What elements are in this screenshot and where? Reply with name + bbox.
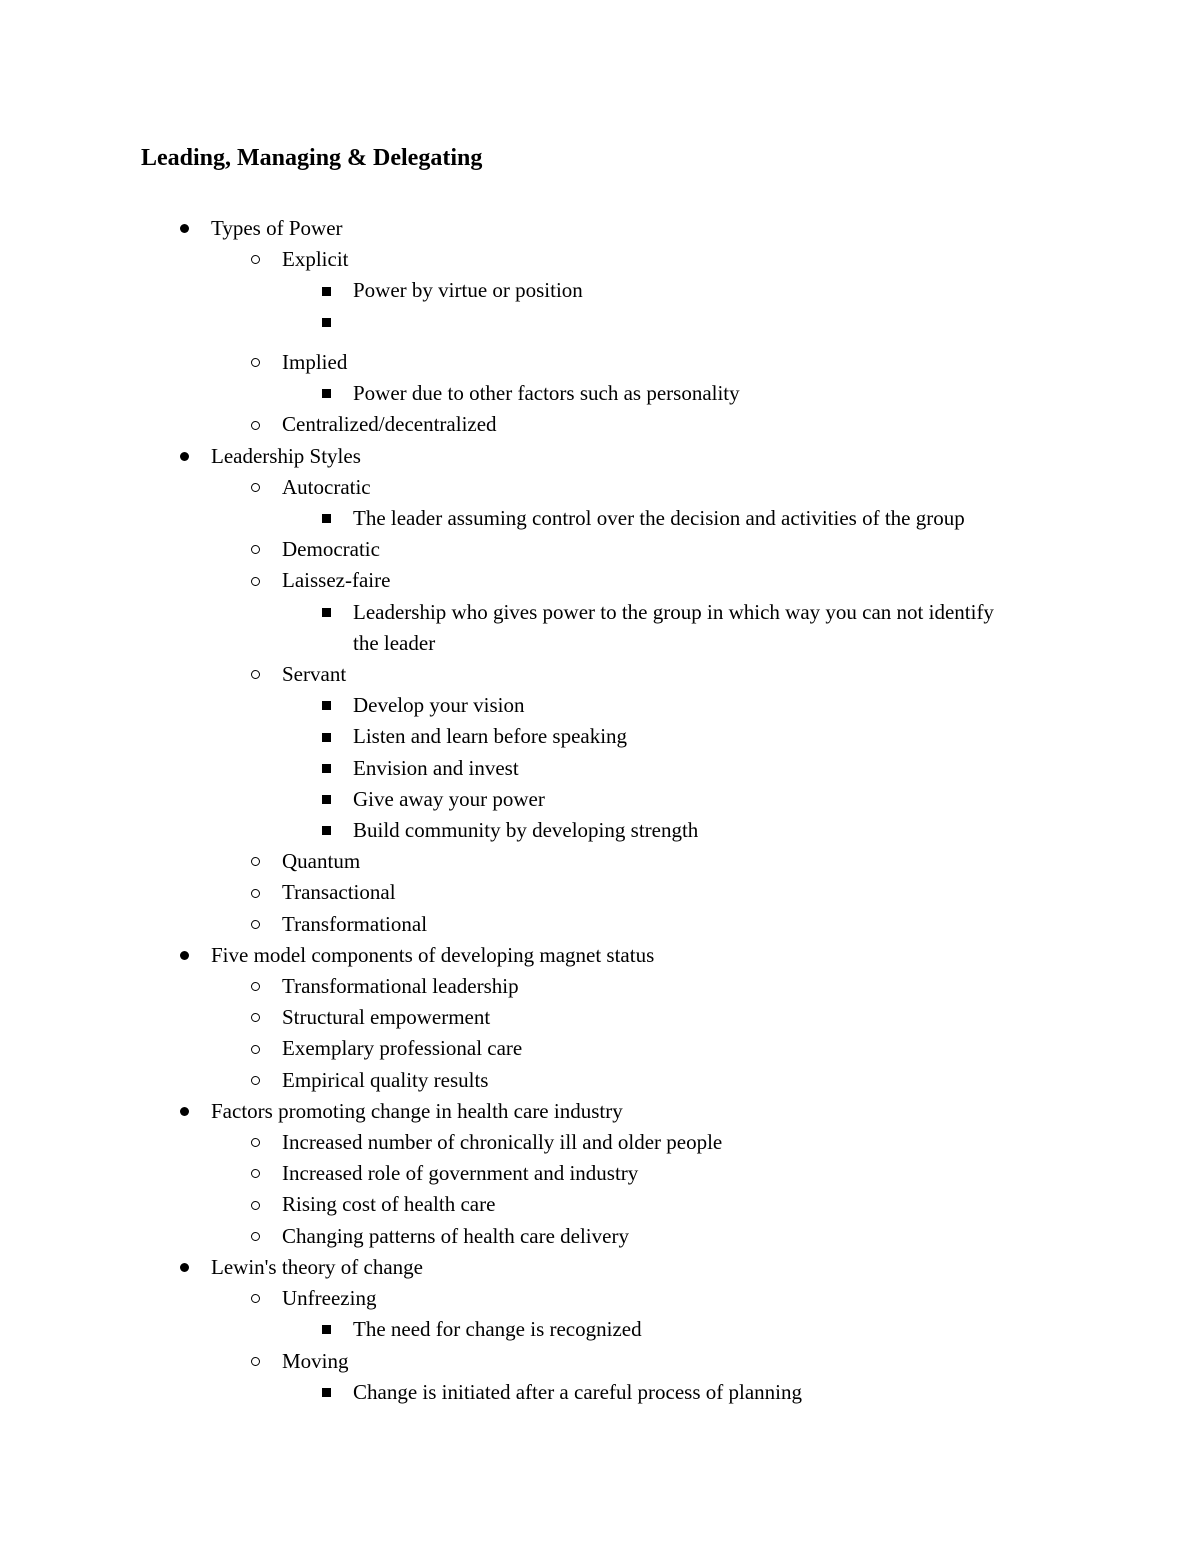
bullet-circle-icon xyxy=(248,1033,262,1064)
bullet-circle-icon xyxy=(248,1221,262,1252)
outline-item-level-2 xyxy=(0,1033,1200,1064)
outline-item-level-3 xyxy=(0,784,1200,815)
bullet-circle-icon xyxy=(248,1283,262,1314)
outline-item-text: Power due to other factors such as personality xyxy=(353,381,740,406)
outline-item-text: Develop your vision xyxy=(353,693,525,718)
outline-item-level-2 xyxy=(0,1189,1200,1220)
bullet-circle-icon xyxy=(248,409,262,440)
outline-item-level-2 xyxy=(0,565,1200,596)
outline-item-text: The need for change is recognized xyxy=(353,1317,642,1342)
outline-item-level-2 xyxy=(0,1127,1200,1158)
outline-item-level-2 xyxy=(0,877,1200,908)
bullet-dot-icon xyxy=(177,213,191,244)
outline-item-level-2 xyxy=(0,472,1200,503)
outline-item-level-3 xyxy=(0,597,1013,659)
outline-item-text: Factors promoting change in health care industry xyxy=(211,1098,623,1123)
outline-item-text: Moving xyxy=(282,1348,349,1373)
bullet-dot-icon xyxy=(177,1252,191,1283)
outline-list xyxy=(0,213,1200,1408)
outline-item-level-3 xyxy=(0,307,1200,347)
outline-item-level-1 xyxy=(0,213,1200,244)
outline-item-text: Lewin's theory of change xyxy=(211,1254,423,1279)
outline-item-text: Rising cost of health care xyxy=(282,1192,496,1217)
outline-item-text: Types of Power xyxy=(211,216,343,240)
bullet-circle-icon xyxy=(248,1002,262,1033)
outline-item-level-1 xyxy=(0,441,1200,472)
bullet-dot-icon xyxy=(177,441,191,472)
bullet-dot-icon xyxy=(177,940,191,971)
outline-item-text: Transformational xyxy=(282,911,428,936)
outline-item-level-2 xyxy=(0,846,1200,877)
outline-item-text: Explicit xyxy=(282,247,349,272)
bullet-circle-icon xyxy=(248,1346,262,1377)
bullet-circle-icon xyxy=(248,565,262,596)
outline-item-text: Unfreezing xyxy=(282,1286,377,1311)
bullet-circle-icon xyxy=(248,1127,262,1158)
bullet-circle-icon xyxy=(248,659,262,690)
bullet-square-icon xyxy=(319,275,333,306)
outline-item-level-2 xyxy=(0,1002,1200,1033)
bullet-square-icon xyxy=(319,815,333,846)
outline-item-text: Leadership Styles xyxy=(211,443,361,468)
outline-item-level-3 xyxy=(0,753,1200,784)
outline-item-level-3 xyxy=(0,815,1200,846)
bullet-circle-icon xyxy=(248,472,262,503)
outline-item-text: Give away your power xyxy=(353,786,545,811)
outline-item-text: Change is initiated after a careful process of planning xyxy=(353,1379,802,1404)
outline-item-level-3 xyxy=(0,1314,1200,1345)
outline-item-text: Structural empowerment xyxy=(282,1005,491,1030)
bullet-circle-icon xyxy=(248,1158,262,1189)
outline-item-text: Transformational leadership xyxy=(282,974,519,999)
bullet-square-icon xyxy=(319,307,333,338)
outline-item-level-2 xyxy=(0,534,1200,565)
outline-item-text: Implied xyxy=(282,350,348,374)
bullet-circle-icon xyxy=(248,909,262,940)
bullet-circle-icon xyxy=(248,1189,262,1220)
bullet-circle-icon xyxy=(248,1065,262,1096)
outline-item-text: Five model components of developing magnet status xyxy=(211,942,655,967)
outline-item-level-3 xyxy=(0,275,1200,306)
bullet-circle-icon xyxy=(248,877,262,908)
bullet-square-icon xyxy=(319,1314,333,1345)
outline-item-text: Envision and invest xyxy=(353,755,519,780)
outline-item-text: Autocratic xyxy=(282,474,371,499)
outline-item-level-2 xyxy=(0,347,1200,378)
bullet-circle-icon xyxy=(248,971,262,1002)
outline-item-text: The leader assuming control over the decision and activities of the group xyxy=(353,506,965,531)
outline-item-text: Democratic xyxy=(282,537,380,562)
outline-item-level-3 xyxy=(0,690,1200,721)
outline-item-text: Build community by developing strength xyxy=(353,818,699,843)
document-title: Leading, Managing & Delegating xyxy=(141,145,483,171)
bullet-square-icon xyxy=(319,1377,333,1408)
bullet-square-icon xyxy=(319,753,333,784)
outline-item-level-1 xyxy=(0,1252,1200,1283)
bullet-dot-icon xyxy=(177,1096,191,1127)
outline-item-level-3 xyxy=(0,378,1200,409)
outline-item-text: Laissez-faire xyxy=(282,568,391,593)
outline-item-text: Servant xyxy=(282,662,347,687)
bullet-circle-icon xyxy=(248,347,262,378)
bullet-square-icon xyxy=(319,784,333,815)
bullet-square-icon xyxy=(319,690,333,721)
bullet-circle-icon xyxy=(248,244,262,275)
outline-item-text: Transactional xyxy=(282,880,396,905)
outline-item-level-1 xyxy=(0,1096,1200,1127)
outline-item-text: Leadership who gives power to the group in which way you can not identify the leader xyxy=(353,599,994,655)
outline-item-text: Power by virtue or position xyxy=(353,278,583,303)
outline-item-text: Centralized/decentralized xyxy=(282,412,497,437)
outline-item-level-3 xyxy=(0,503,1200,534)
bullet-circle-icon xyxy=(248,846,262,877)
outline-item-level-3 xyxy=(0,721,1200,752)
outline-item-text: Empirical quality results xyxy=(282,1067,489,1092)
outline-item-level-2 xyxy=(0,244,1200,275)
outline-item-level-2 xyxy=(0,909,1200,940)
outline-item-level-3 xyxy=(0,1377,1200,1408)
outline-item-level-2 xyxy=(0,409,1200,440)
outline-item-level-1 xyxy=(0,940,1200,971)
bullet-square-icon xyxy=(319,378,333,409)
outline-item-level-2 xyxy=(0,1283,1200,1314)
outline-item-text: Listen and learn before speaking xyxy=(353,724,628,749)
outline-item-level-2 xyxy=(0,1065,1200,1096)
outline-item-level-2 xyxy=(0,1221,1200,1252)
bullet-circle-icon xyxy=(248,534,262,565)
bullet-square-icon xyxy=(319,721,333,752)
outline-item-level-2 xyxy=(0,659,1200,690)
outline-item-level-2 xyxy=(0,1346,1200,1377)
outline-item-text: Quantum xyxy=(282,849,361,874)
outline-item-text: Changing patterns of health care delivery xyxy=(282,1223,629,1248)
bullet-square-icon xyxy=(319,597,333,628)
outline-item-text: Exemplary professional care xyxy=(282,1036,523,1061)
outline-item-level-2 xyxy=(0,971,1200,1002)
outline-item-text: Increased role of government and industry xyxy=(282,1161,639,1186)
bullet-square-icon xyxy=(319,503,333,534)
outline-item-level-2 xyxy=(0,1158,1200,1189)
outline-item-text: Increased number of chronically ill and older people xyxy=(282,1130,723,1155)
